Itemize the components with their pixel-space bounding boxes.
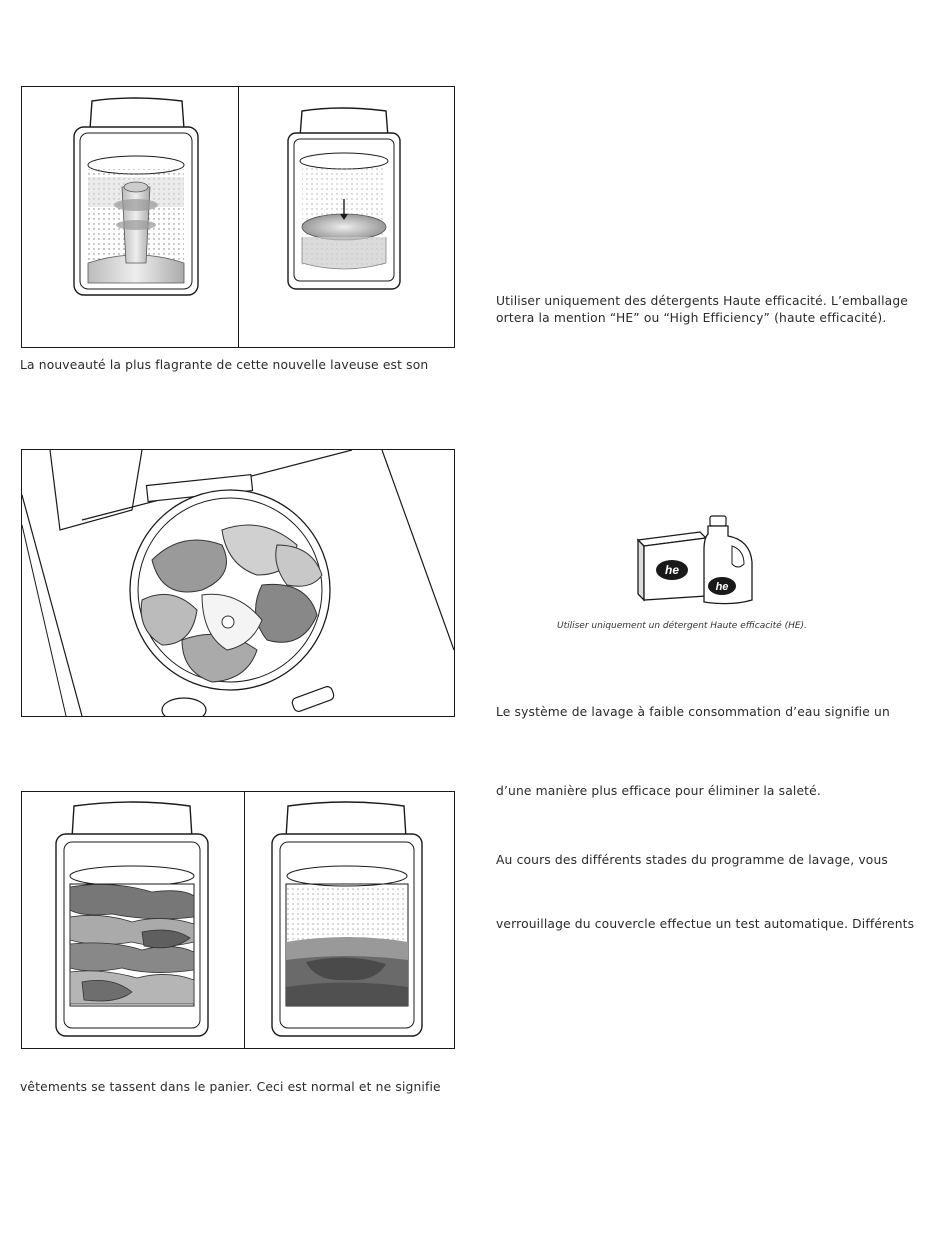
caption-laundry-settles: vêtements se tassent dans le panier. Ceci est normal et ne signifie [20,1080,441,1094]
lid-lock-paragraph: verrouillage du couvercle effectue un test automatique. Différents [496,917,915,931]
he-logo-box-text: he [664,563,680,577]
detergent-caption: Utiliser uniquement un détergent Haute efficacité (HE). [557,621,807,631]
washer-top-view-illustration [22,450,454,716]
he-logo-bottle-text: he [715,581,729,593]
caption-innovation: La nouveauté la plus flagrante de cette nouvelle laveuse est son [20,358,429,372]
wash-stages-paragraph: Au cours des différents stades du programme de lavage, vous [496,853,888,867]
low-water-paragraph: Le système de lavage à faible consommation d’eau signifie un [496,705,890,719]
he-detergent-paragraph-line-2: ortera la mention “HE” ou “High Efficiency” (haute efficacité). [496,311,887,325]
figure-laundry-comparison [21,791,455,1049]
he-detergent-illustration [628,510,768,610]
washer-low-water-illustration [246,792,455,1048]
washer-full-load-illustration [22,792,244,1048]
he-detergent-paragraph-line-1: Utiliser uniquement des détergents Haute efficacité. L’emballage [496,294,909,308]
washer-impeller-illustration [240,87,455,347]
washer-agitator-illustration [22,87,238,347]
figure-agitator-vs-impeller [21,86,455,348]
figure-top-view-loaded [21,449,455,717]
soil-removal-paragraph: d’une manière plus efficace pour éliminer la saleté. [496,784,821,798]
